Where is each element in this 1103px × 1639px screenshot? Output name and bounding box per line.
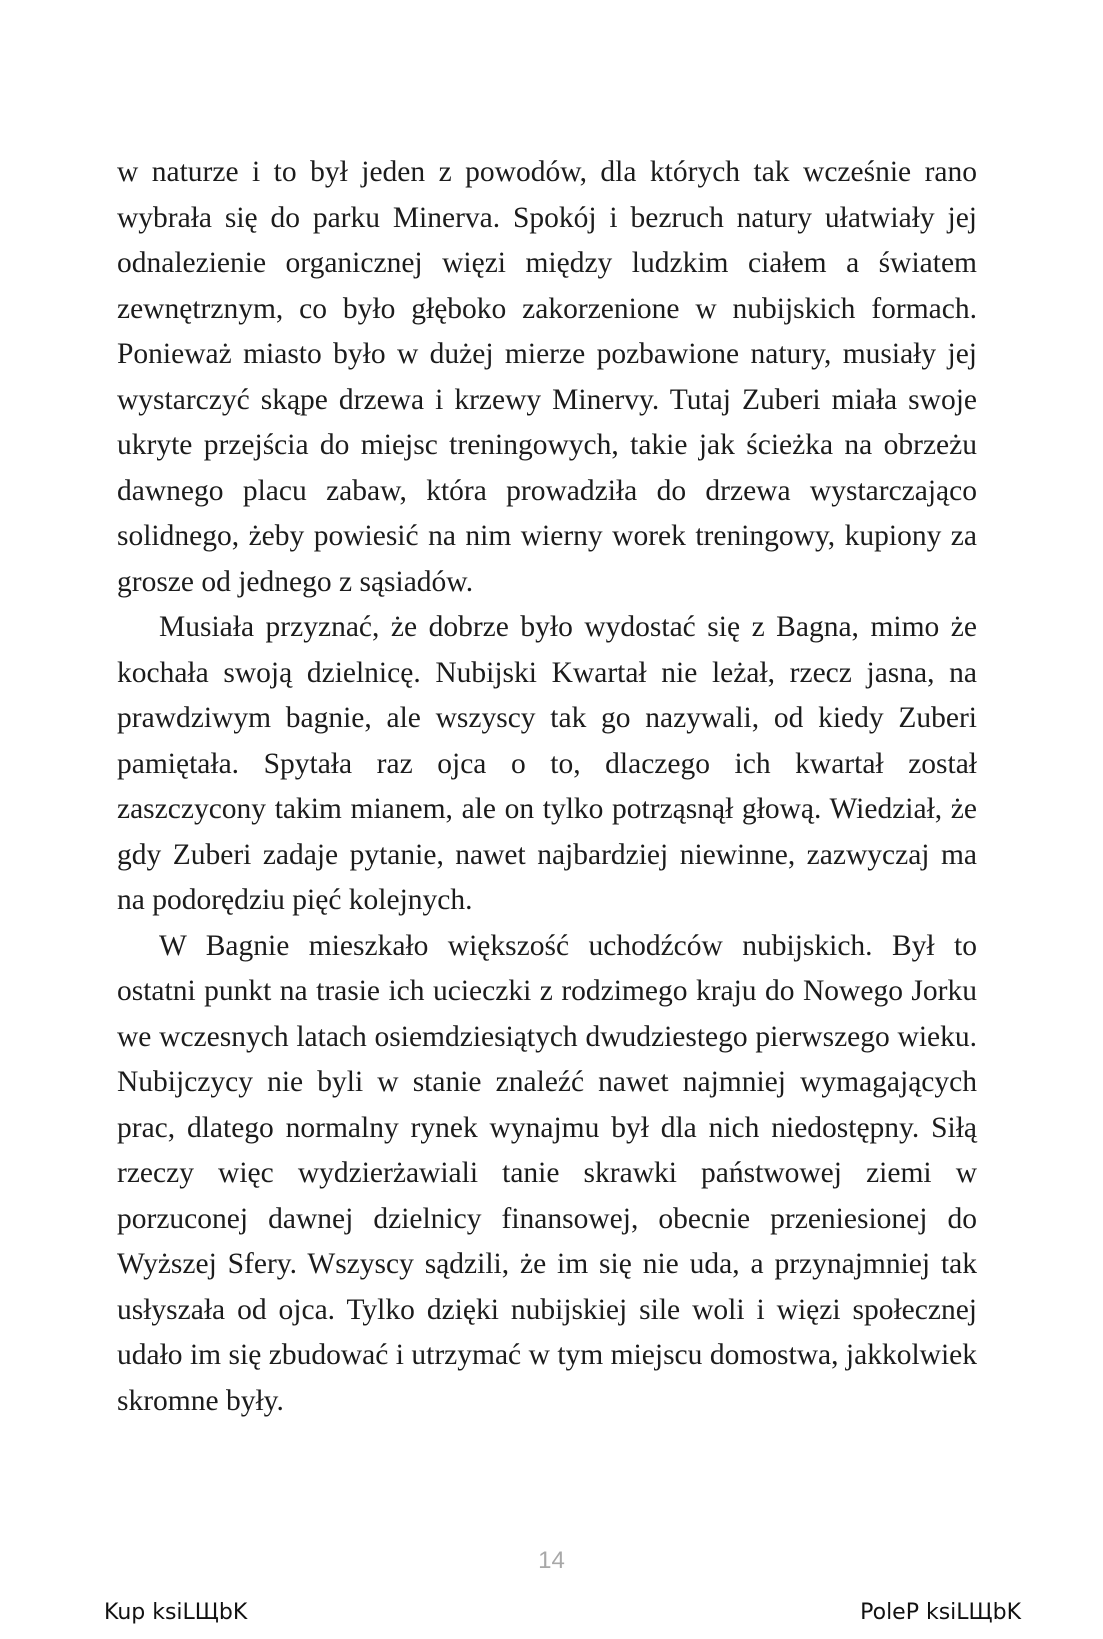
recommend-book-link[interactable]: PoleP ksiLЩbK xyxy=(860,1600,1021,1625)
paragraph-2: Musiała przyznać, że dobrze było wydostać się z Bagna, mimo że kochała swoją dzielnicę. Nubijski Kwartał nie leżał, rzecz jasna, na prawdziwym bagnie, ale wszyscy tak go nazywali, od kiedy Zuberi pamiętała. Spytała raz ojca o to, dlaczego ich kwartał został zaszczycony takim mianem, ale on tylko potrząsnął głową. Wiedział, że gdy Zuberi zadaje pytanie, nawet najbardziej niewinne, zazwyczaj ma na podorędziu pięć kolejnych. xyxy=(117,611,977,916)
page-number: 14 xyxy=(538,1547,565,1574)
paragraph-1: w naturze i to był jeden z powodów, dla których tak wcześnie rano wybrała się do parku Minerva. Spokój i bezruch natury ułatwiały jej odnalezienie organicznej więzi między ludzkim ciałem a światem zewnętrznym, co było głęboko zakorzenione w nubijskich formach. Ponieważ miasto było w dużej mierze pozbawione natury, musiały jej wystarczyć skąpe drzewa i krzewy Minervy. Tutaj Zuberi miała swoje ukryte przejścia do miejsc treningowych, takie jak ścieżka na obrzeżu dawnego placu zabaw, która prowadziła do drzewa wystarczająco solidnego, żeby powiesić na nim wierny worek treningowy, kupiony za grosze od jednego z sąsiadów. xyxy=(117,156,977,598)
buy-book-link[interactable]: Kup ksiLЩbK xyxy=(104,1600,248,1625)
page-body xyxy=(117,150,977,1424)
paragraph-3: W Bagnie mieszkało większość uchodźców nubijskich. Był to ostatni punkt na trasie ich ucieczki z rodzimego kraju do Nowego Jorku we wczesnych latach osiemdziesiątych dwudziestego pierwszego wieku. Nubijczycy nie byli w stanie znaleźć nawet najmniej wymagających prac, dlatego normalny rynek wynajmu był dla nich niedostępny. Siłą rzeczy więc wydzierżawiali tanie skrawki państwowej ziemi w porzuconej dawnej dzielnicy finansowej, obecnie przeniesionej do Wyższej Sfery. Wszyscy sądzili, że im się nie uda, a przynajmniej tak usłyszała od ojca. Tylko dzięki nubijskiej sile woli i więzi społecznej udało im się zbudować i utrzymać w tym miejscu domostwa, jakkolwiek skromne były. xyxy=(117,929,977,1417)
